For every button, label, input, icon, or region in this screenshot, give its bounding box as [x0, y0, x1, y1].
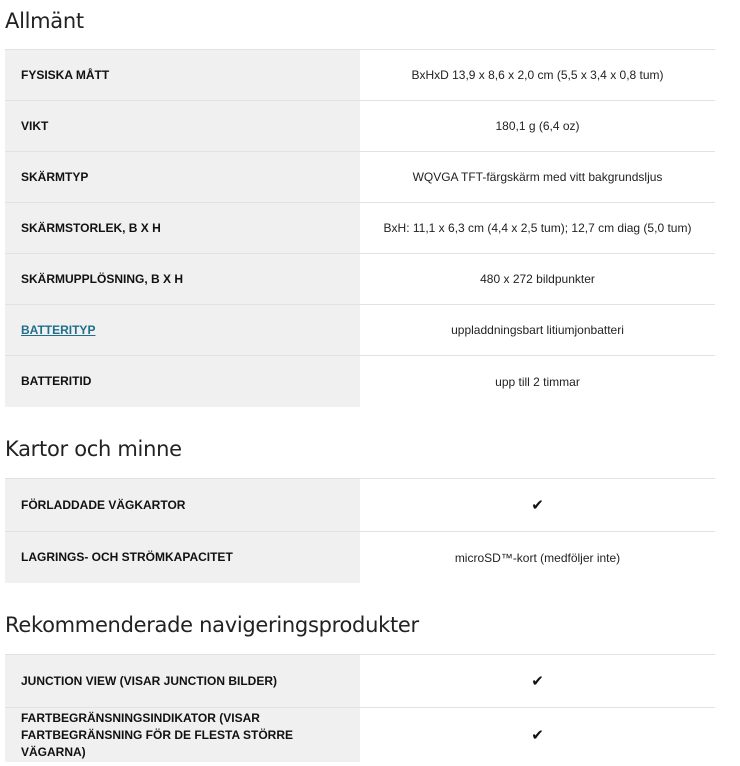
- spec-value: microSD™-kort (medföljer inte): [454, 550, 621, 565]
- table-row: [5, 50, 715, 101]
- section-title: Kartor och minne: [5, 437, 182, 461]
- section-title: Allmänt: [5, 9, 84, 33]
- table-row: [5, 101, 715, 152]
- section-title: Rekommenderade navigeringsprodukter: [5, 613, 419, 637]
- spec-label: SKÄRMTYP: [5, 152, 360, 202]
- table-row: [5, 708, 715, 762]
- spec-value: BxH: 11,1 x 6,3 cm (4,4 x 2,5 tum); 12,7 cm diag (5,0 tum): [383, 221, 692, 235]
- table-row: [5, 479, 715, 532]
- spec-value: BxHxD 13,9 x 8,6 x 2,0 cm (5,5 x 3,4 x 0,8 tum): [411, 68, 664, 82]
- spec-label: JUNCTION VIEW (VISAR JUNCTION BILDER): [5, 655, 360, 707]
- table-row: [5, 655, 715, 708]
- spec-value: uppladdningsbart litiumjonbatteri: [451, 323, 624, 337]
- section-kartor-och-minne: [0, 407, 740, 583]
- spec-value: WQVGA TFT-färgskärm med vitt bakgrundsljus: [412, 170, 663, 184]
- spec-label: FYSISKA MÅTT: [5, 50, 360, 100]
- spec-label: BATTERITID: [5, 356, 360, 407]
- section-rekommenderade-navigeringsprodukter: [0, 583, 740, 762]
- battery-type-link[interactable]: BATTERITYP: [21, 322, 96, 337]
- table-row: [5, 152, 715, 203]
- table-row: [5, 305, 715, 356]
- spec-table: [5, 654, 715, 762]
- table-row: [5, 254, 715, 305]
- spec-label: FÖRLADDADE VÄGKARTOR: [5, 479, 360, 531]
- spec-value: 180,1 g (6,4 oz): [495, 119, 580, 133]
- check-icon: ✔: [531, 673, 544, 690]
- spec-label: FARTBEGRÄNSNINGSINDIKATOR (VISAR FARTBEGRÄNSNING FÖR DE FLESTA STÖRRE VÄGARNA): [5, 708, 360, 762]
- table-row: [5, 532, 715, 583]
- spec-label: SKÄRMUPPLÖSNING, B X H: [5, 254, 360, 304]
- spec-label: LAGRINGS- OCH STRÖMKAPACITET: [5, 532, 360, 583]
- spec-label: SKÄRMSTORLEK, B X H: [5, 203, 360, 253]
- spec-value: 480 x 272 bildpunkter: [480, 272, 595, 286]
- spec-value: upp till 2 timmar: [495, 374, 580, 389]
- spec-label: VIKT: [5, 101, 360, 151]
- spec-table: [5, 49, 715, 407]
- battery-type-cell: [5, 305, 360, 355]
- spec-table: [5, 478, 715, 583]
- check-icon: ✔: [531, 497, 544, 514]
- table-row: [5, 356, 715, 407]
- table-row: [5, 203, 715, 254]
- check-icon: ✔: [531, 727, 544, 744]
